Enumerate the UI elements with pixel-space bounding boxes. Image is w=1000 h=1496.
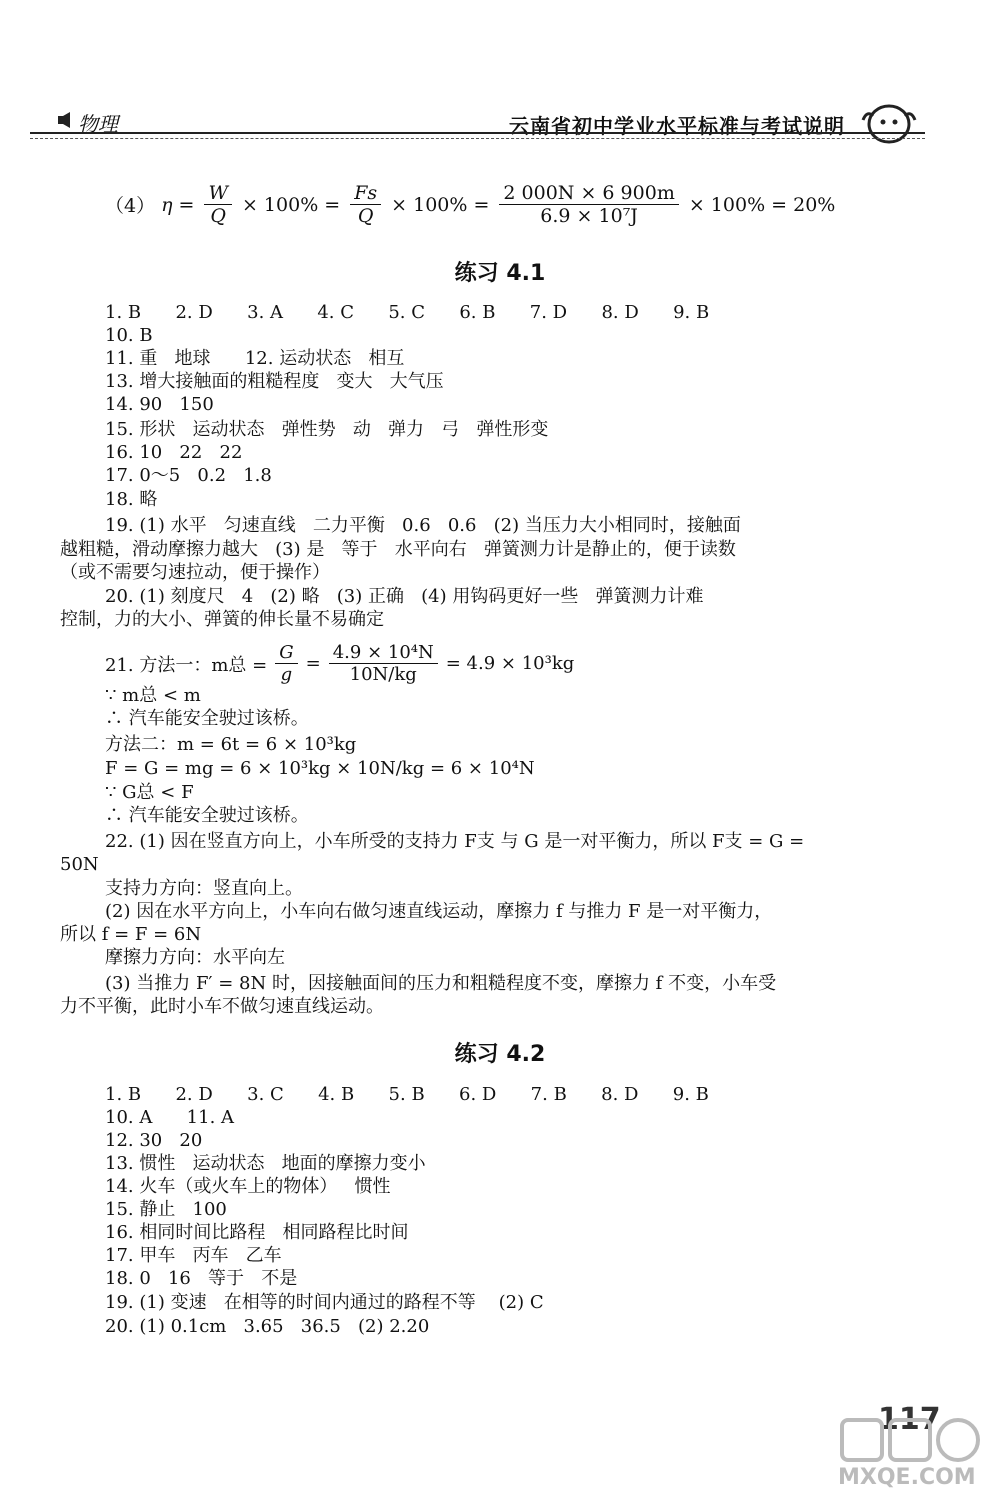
answer-line: 方法二：m = 6t = 6 × 10³kg	[105, 734, 357, 755]
answer-line: F = G = mg = 6 × 10³kg × 10N/kg = 6 × 10⁴N	[105, 758, 535, 779]
section-title-4-1: 练习 4.1	[454, 261, 546, 286]
answer-line: 18. 略	[105, 489, 158, 510]
answer-line: 12. 30 20	[105, 1130, 203, 1151]
answer-line: 摩擦力方向：水平向左	[105, 947, 285, 968]
answer-line: ∵ G总 < F	[105, 782, 194, 803]
answer-line: 16. 相同时间比路程 相同路程比时间	[105, 1222, 409, 1243]
page-number: 117	[878, 1402, 941, 1437]
answer-line: 20. (1) 0.1cm 3.65 36.5 (2) 2.20	[105, 1316, 430, 1337]
fraction-g-g: $\frac{G}{g}$	[275, 642, 297, 685]
answer-line: 所以 f = F = 6N	[60, 924, 202, 945]
answer-line: 1. B 2. D 3. A 4. C 5. C 6. B 7. D 8. D 9. B	[105, 302, 710, 323]
header-rule	[30, 132, 925, 134]
fraction-values: $\frac{2 000N \times 6 900m}{\text{6.9 × 10⁷J}}$	[499, 182, 678, 227]
answer-line: （或不需要匀速拉动，便于操作）	[60, 562, 330, 583]
answer-line: 14. 火车（或火车上的物体） 惯性	[105, 1176, 391, 1197]
header-dashed-rule	[30, 138, 925, 139]
answer-line: 11. 重 地球 12. 运动状态 相互	[105, 348, 405, 369]
answer-line: 22. (1) 因在竖直方向上，小车所受的支持力 F支 与 G 是一对平衡力，所以 F支 = G =	[105, 831, 805, 852]
answer-line: (2) 因在水平方向上，小车向右做匀速直线运动，摩擦力 f 与推力 F 是一对平衡力，	[105, 901, 773, 922]
speaker-icon	[58, 112, 72, 128]
answer-line: 17. 甲车 丙车 乙车	[105, 1245, 282, 1266]
answer-line: 控制，力的大小、弹簧的伸长量不易确定	[60, 609, 384, 630]
answer-line: 10. B	[105, 325, 153, 346]
answer-line: 13. 增大接触面的粗糙程度 变大 大气压	[105, 371, 444, 392]
answer-line: 力不平衡，此时小车不做匀速直线运动。	[60, 996, 384, 1017]
page-header	[30, 100, 925, 150]
answer-line: ∴ 汽车能安全驶过该桥。	[105, 708, 309, 729]
answer-line: 15. 形状 运动状态 弹性势 动 弹力 弓 弹性形变	[105, 419, 549, 440]
answer-line: 19. (1) 变速 在相等的时间内通过的路程不等 (2) C	[105, 1292, 544, 1313]
answer-line: 50N	[60, 854, 99, 875]
answer-line: 支持力方向：竖直向上。	[105, 878, 303, 899]
answer-line: 13. 惯性 运动状态 地面的摩擦力变小	[105, 1153, 426, 1174]
answer-line: 19. (1) 水平 匀速直线 二力平衡 0.6 0.6 (2) 当压力大小相同时，接触面	[105, 515, 741, 536]
answer-line: 16. 10 22 22	[105, 442, 243, 463]
answer-line: 1. B 2. D 3. C 4. B 5. B 6. D 7. B 8. D 9. B	[105, 1084, 709, 1105]
section-title-4-2: 练习 4.2	[454, 1042, 546, 1067]
answer-line: ∵ m总 < m	[105, 685, 201, 706]
answer-line: 10. A 11. A	[105, 1107, 235, 1128]
answer-line: 17. 0～5 0.2 1.8	[105, 465, 272, 486]
answer-line: (3) 当推力 F′ = 8N 时，因接触面间的压力和粗糙程度不变，摩擦力 f 不变，小车受	[105, 973, 777, 994]
watermark-text: MXQE.COM	[838, 1465, 976, 1490]
answer-line: ∴ 汽车能安全驶过该桥。	[105, 805, 309, 826]
answer-line: 18. 0 16 等于 不是	[105, 1268, 298, 1289]
fraction-21-values: $\frac{\text{4.9 × 10⁴N}}{10N/kg}$	[329, 642, 438, 685]
formula-4: （4） η = $\frac{W}{Q}$ × 100% = $\frac{Fs}{Q}$ × 100% = $\frac{2 000N \times 6 900m}{\text{6.9 × 10⁷J}}$ × 100% = 20%	[105, 182, 836, 227]
formula-21: 21. 方法一：m总 = $\frac{G}{g}$ = $\frac{\text{4.9 × 10⁴N}}{10N/kg}$ = 4.9 × 10³kg	[105, 642, 575, 685]
fraction-fs-q: $\frac{Fs}{Q}$	[350, 182, 381, 227]
answer-line: 15. 静止 100	[105, 1199, 227, 1220]
answer-line: 越粗糙，滑动摩擦力越大 (3) 是 等于 水平向右 弹簧测力计是静止的，便于读数	[60, 539, 736, 560]
book-title: 云南省初中学业水平标准与考试说明	[509, 114, 845, 138]
answer-line: 14. 90 150	[105, 394, 214, 415]
mascot-logo-icon	[853, 100, 925, 146]
answer-line: 20. (1) 刻度尺 4 (2) 略 (3) 正确 (4) 用钩码更好一些 弹簧测力计难	[105, 586, 704, 607]
fraction-w-q: $\frac{W}{Q}$	[204, 182, 232, 227]
subject-label: 物理	[78, 112, 118, 136]
